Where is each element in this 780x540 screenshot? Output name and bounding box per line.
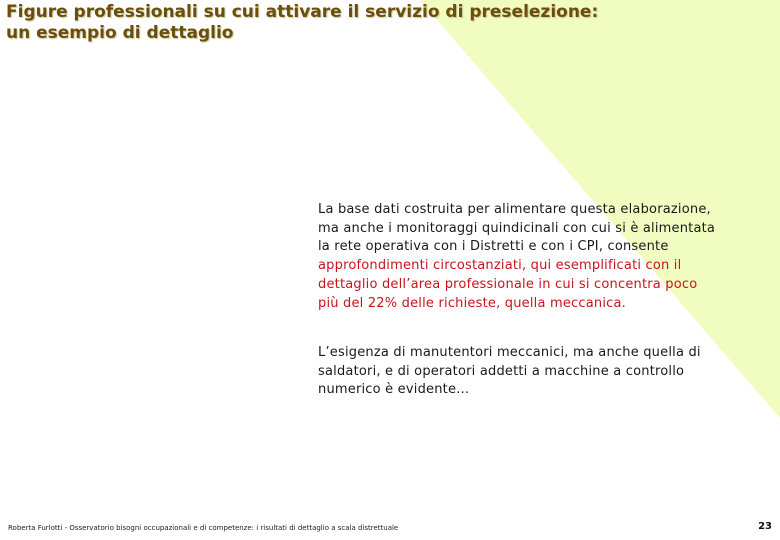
body-paragraph-1 xyxy=(318,201,718,313)
slide-title-line-1: Figure professionali su cui attivare il servizio di preselezione: xyxy=(6,2,599,22)
paragraph-1-text: La base dati costruita per alimentare questa elaborazione, ma anche i monitoraggi quindicinali con cui si è alimentata la rete operativa con i Distretti e con i CPI, consente xyxy=(318,202,716,255)
paragraph-2-text: L’esigenza di manutentori meccanici, ma anche quella di saldatori, e di operatori addetti a macchine a controllo numerico è evidente… xyxy=(318,345,701,398)
slide-title-line-2: un esempio di dettaglio xyxy=(6,23,234,43)
footer-credit: Roberta Furlotti - Osservatorio bisogni occupazionali e di competenze: i risultati di dettaglio a scala distrettuale xyxy=(8,524,399,532)
paragraph-1-highlight: approfondimenti circostanziati, qui esemplificati con il dettaglio dell’area professionale in cui si concentra poco più del 22% delle richieste, quella meccanica. xyxy=(318,258,698,311)
page-number: 23 xyxy=(758,521,772,532)
body-paragraph-2 xyxy=(318,344,718,400)
slide-title xyxy=(6,2,646,44)
